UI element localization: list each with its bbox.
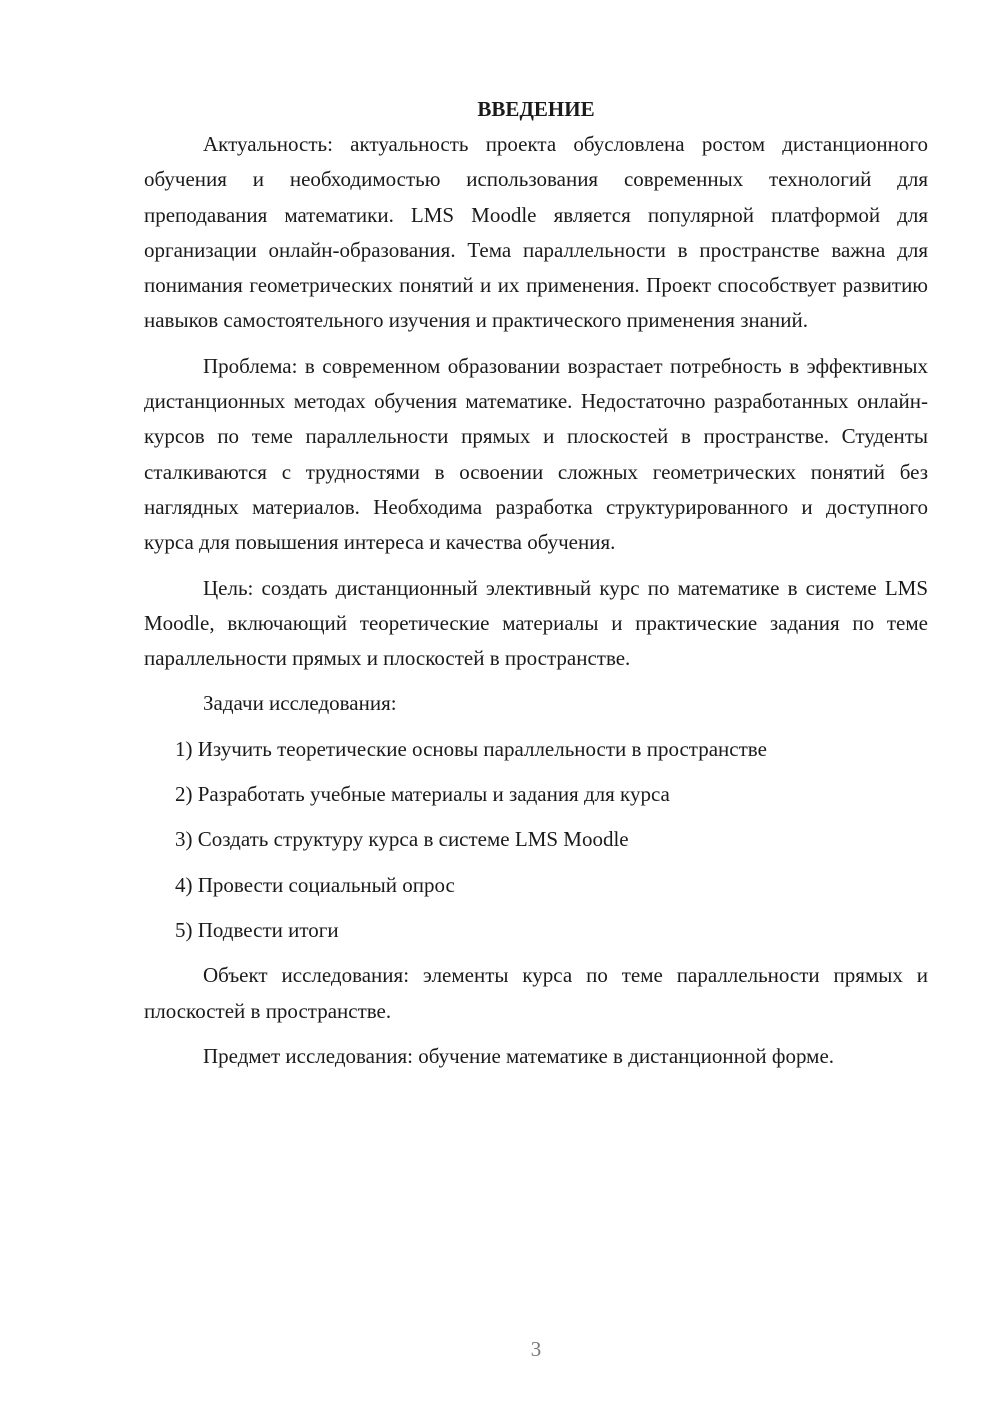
tasks-label: Задачи исследования: <box>203 691 397 716</box>
section-heading: ВВЕДЕНИЕ <box>477 97 595 121</box>
paragraph-object: Объект исследования: элементы курса по теме параллельности прямых и плоскостей в пространстве. <box>144 963 928 1023</box>
paragraph-goal: Цель: создать дистанционный элективный курс по математике в системе LMS Moodle, включающий теоретические материалы и практические задания по теме параллельности прямых и плоскостей в пространстве. <box>144 575 928 671</box>
document-body <box>144 92 928 1074</box>
list-item: 3) Создать структуру курса в системе LMS Moodle <box>175 827 629 852</box>
page-number: 3 <box>530 1337 542 1361</box>
paragraph-subject: Предмет исследования: обучение математике в дистанционной форме. <box>203 1043 835 1068</box>
list-item: 4) Провести социальный опрос <box>175 872 455 897</box>
list-item: 5) Подвести итоги <box>175 917 339 942</box>
tasks-list <box>144 732 928 948</box>
list-item: 1) Изучить теоретические основы параллельности в пространстве <box>175 736 767 761</box>
list-item: 2) Разработать учебные материалы и задания для курса <box>175 782 670 807</box>
paragraph-relevance: Актуальность: актуальность проекта обусловлена ростом дистанционного обучения и необходимостью использования современных технологий для преподавания математики. LMS Moodle является популярной платформой для организации онлайн-образования. Тема параллельности в пространстве важна для понимания геометрических понятий и их применения. Проект способствует развитию навыков самостоятельного изучения и практического применения знаний. <box>144 132 928 333</box>
paragraph-problem: Проблема: в современном образовании возрастает потребность в эффективных дистанционных методах обучения математике. Недостаточно разработанных онлайн-курсов по теме параллельности прямых и плоскостей в пространстве. Студенты сталкиваются с трудностями в освоении сложных геометрических понятий без наглядных материалов. Необходима разработка структурированного и доступного курса для повышения интереса и качества обучения. <box>144 353 928 555</box>
